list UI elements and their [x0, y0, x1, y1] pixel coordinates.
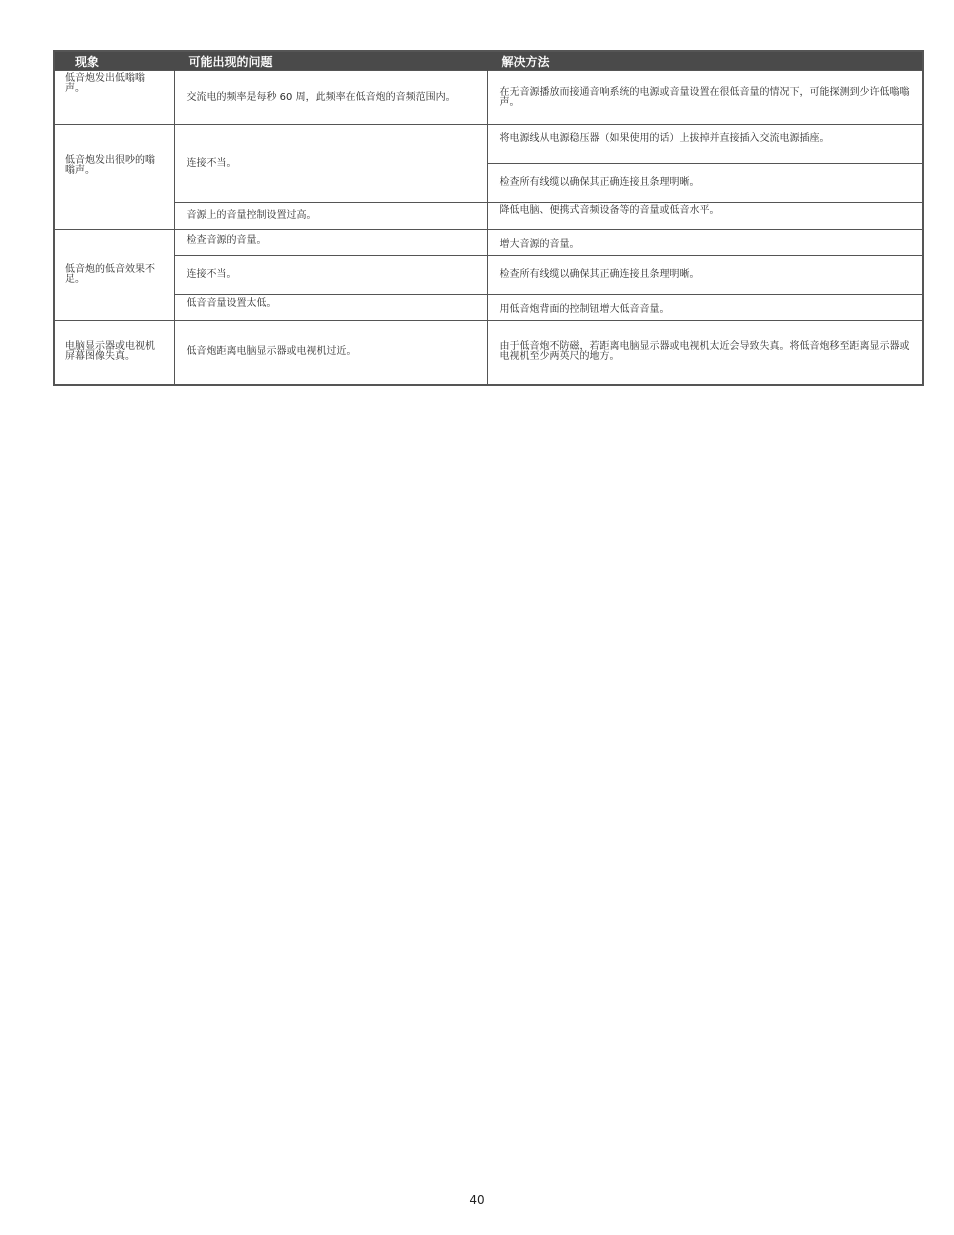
solution-cell: 检查所有线缆以确保其正确连接且条理明晰。	[487, 164, 923, 203]
header-problem: 可能出现的问题	[174, 51, 487, 71]
header-solution: 解决方法	[487, 51, 923, 71]
problem-cell: 检查音源的音量。	[174, 230, 487, 256]
symptom-cell: 低音炮的低音效果不足。	[54, 230, 174, 321]
solution-cell: 在无音源播放而接通音响系统的电源或音量设置在很低音量的情况下，可能探测到少许低嗡嗡声。	[487, 71, 923, 125]
solution-cell: 增大音源的音量。	[487, 230, 923, 256]
problem-cell: 低音音量设置太低。	[174, 295, 487, 321]
header-symptom: 现象	[54, 51, 174, 71]
problem-cell: 连接不当。	[174, 256, 487, 295]
table-row	[54, 295, 923, 321]
table-row	[54, 321, 923, 385]
solution-cell: 由于低音炮不防磁，若距离电脑显示器或电视机太近会导致失真。将低音炮移至距离显示器或电视机至少两英尺的地方。	[487, 321, 923, 385]
table-row	[54, 71, 923, 125]
problem-cell: 交流电的频率是每秒 60 周，此频率在低音炮的音频范围内。	[174, 71, 487, 125]
symptom-cell: 低音炮发出很吵的嗡嗡声。	[54, 125, 174, 230]
problem-cell: 连接不当。	[174, 125, 487, 203]
problem-cell: 低音炮距离电脑显示器或电视机过近。	[174, 321, 487, 385]
solution-cell: 检查所有线缆以确保其正确连接且条理明晰。	[487, 256, 923, 295]
table-row	[54, 256, 923, 295]
symptom-cell: 电脑显示器或电视机屏幕图像失真。	[54, 321, 174, 385]
table-header-row	[54, 51, 923, 71]
table-row	[54, 230, 923, 256]
symptom-cell: 低音炮发出低嗡嗡声。	[54, 71, 174, 125]
solution-cell: 降低电脑、便携式音频设备等的音量或低音水平。	[487, 203, 923, 230]
problem-cell: 音源上的音量控制设置过高。	[174, 203, 487, 230]
troubleshooting-table	[53, 50, 924, 386]
table-row	[54, 125, 923, 164]
solution-cell: 用低音炮背面的控制钮增大低音音量。	[487, 295, 923, 321]
page-number: 40	[469, 1193, 485, 1207]
solution-cell: 将电源线从电源稳压器（如果使用的话）上拔掉并直接插入交流电源插座。	[487, 125, 923, 164]
table-row	[54, 203, 923, 230]
